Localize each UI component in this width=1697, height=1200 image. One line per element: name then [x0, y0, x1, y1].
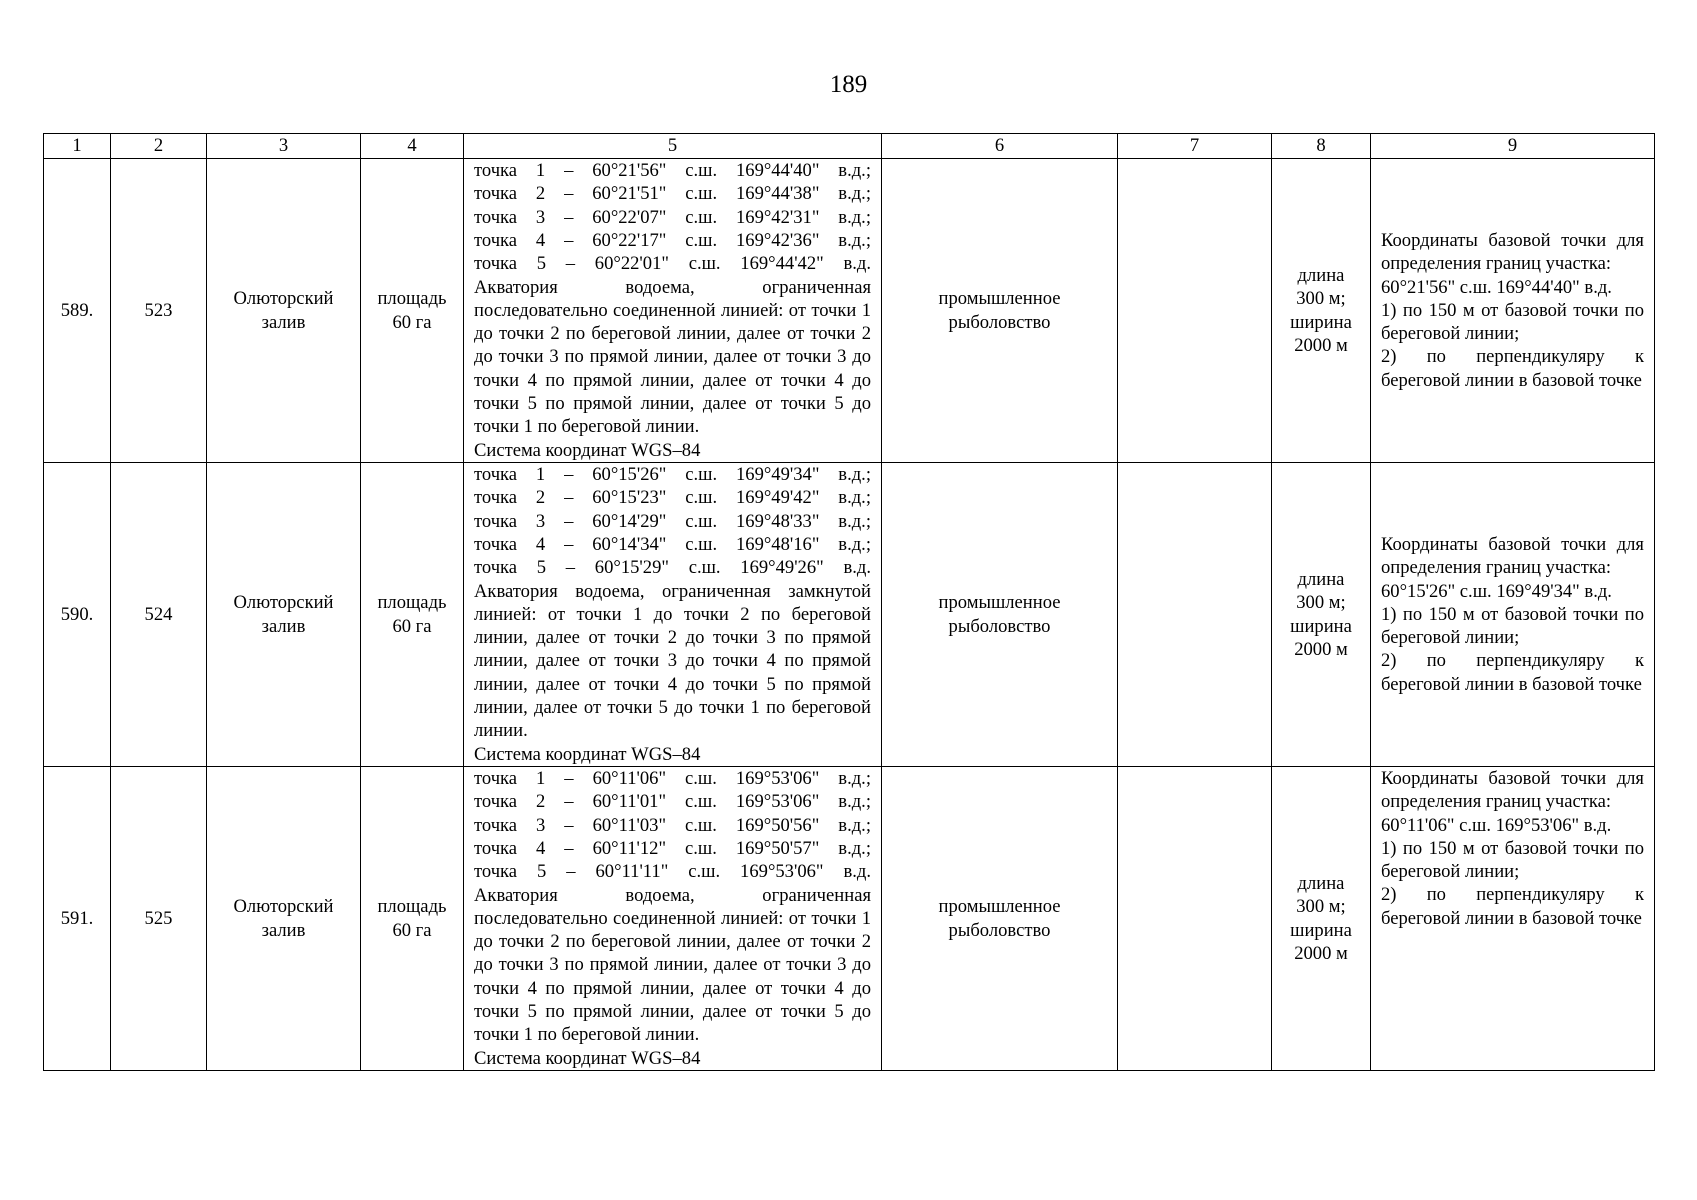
dimension-line: 300 м;	[1296, 592, 1346, 614]
site-location	[207, 767, 361, 1071]
site-code: 523	[111, 159, 207, 463]
coordinate-point: точка 2 – 60°21'51" с.ш. 169°44'38" в.д.;	[474, 183, 871, 205]
dimension-line: 2000 м	[1294, 334, 1348, 356]
column-number-row	[44, 134, 1655, 159]
base-point-note	[1371, 159, 1655, 463]
site-dimensions	[1272, 463, 1371, 767]
coordinate-point: точка 1 – 60°11'06" с.ш. 169°53'06" в.д.;	[474, 768, 871, 790]
purpose-line: промышленное	[938, 896, 1061, 918]
base-point-note	[1371, 463, 1655, 767]
location-line: Олюторский	[233, 288, 334, 310]
note-coordinates: 60°15'26" с.ш. 169°49'34" в.д.	[1381, 580, 1612, 602]
area-line: 60 га	[392, 311, 432, 333]
purpose-line: рыболовство	[948, 311, 1051, 333]
purpose-line: промышленное	[938, 592, 1061, 614]
boundary-text: Акватория водоема, ограниченная последовательно соединенной линией: от точки 1 до точки 2 по береговой линии, далее от точки 2 до точки 3 по прямой линии, далее от точки 3 до точки 4 по прямой линии, далее от точки 4 до точки 5 по прямой линии, далее от точки 5 до точки 1 по береговой линии.	[474, 884, 871, 1046]
site-location	[207, 159, 361, 463]
location-line: залив	[261, 615, 306, 637]
coordinate-system: Система координат WGS–84	[474, 439, 701, 461]
site-area	[361, 463, 464, 767]
dimension-line: ширина	[1290, 311, 1352, 333]
coordinate-point: точка 1 – 60°21'56" с.ш. 169°44'40" в.д.;	[474, 160, 871, 182]
site-dimensions	[1272, 767, 1371, 1071]
fishing-sites-table	[43, 133, 1655, 1071]
dimension-line: ширина	[1290, 919, 1352, 941]
note-item: 1) по 150 м от базовой точки по береговой линии;	[1381, 603, 1644, 649]
column-header-6: 6	[882, 134, 1118, 159]
site-purpose	[882, 159, 1118, 463]
location-line: залив	[261, 311, 306, 333]
coordinate-point: точка 1 – 60°15'26" с.ш. 169°49'34" в.д.;	[474, 464, 871, 486]
column-7-cell	[1118, 159, 1272, 463]
purpose-line: рыболовство	[948, 919, 1051, 941]
column-header-9: 9	[1371, 134, 1655, 159]
boundary-description	[464, 159, 882, 463]
purpose-line: рыболовство	[948, 615, 1051, 637]
note-item: 2) по перпендикуляру к береговой линии в базовой точке	[1381, 346, 1644, 391]
coordinate-point: точка 3 – 60°11'03" с.ш. 169°50'56" в.д.;	[474, 814, 871, 836]
site-location	[207, 463, 361, 767]
coordinate-point: точка 3 – 60°14'29" с.ш. 169°48'33" в.д.;	[474, 510, 871, 532]
site-area	[361, 767, 464, 1071]
site-code: 524	[111, 463, 207, 767]
coordinate-system: Система координат WGS–84	[474, 1047, 701, 1069]
note-intro: Координаты базовой точки для определения границ участка:	[1381, 229, 1644, 275]
note-item: 1) по 150 м от базовой точки по береговой линии;	[1381, 837, 1644, 883]
column-header-8: 8	[1272, 134, 1371, 159]
row-number: 590.	[44, 463, 111, 767]
coordinate-point: точка 4 – 60°11'12" с.ш. 169°50'57" в.д.;	[474, 837, 871, 859]
location-line: Олюторский	[233, 896, 334, 918]
boundary-description	[464, 463, 882, 767]
dimension-line: длина	[1297, 264, 1345, 286]
dimension-line: 2000 м	[1294, 638, 1348, 660]
dimension-line: длина	[1297, 872, 1345, 894]
base-point-note	[1371, 767, 1655, 1071]
column-header-5: 5	[464, 134, 882, 159]
page-number: 189	[829, 71, 868, 98]
table-row	[44, 767, 1655, 1071]
row-number: 589.	[44, 159, 111, 463]
area-line: площадь	[377, 288, 447, 310]
coordinate-point: точка 3 – 60°22'07" с.ш. 169°42'31" в.д.;	[474, 206, 871, 228]
boundary-text: Акватория водоема, ограниченная последовательно соединенной линией: от точки 1 до точки 2 по береговой линии, далее от точки 2 до точки 3 по прямой линии, далее от точки 3 до точки 4 по прямой линии, далее от точки 4 до точки 5 по прямой линии, далее от точки 5 до точки 1 по береговой линии.	[474, 276, 871, 438]
coordinate-point: точка 5 – 60°22'01" с.ш. 169°44'42" в.д.	[474, 253, 871, 275]
column-header-1: 1	[44, 134, 111, 159]
coordinate-point: точка 2 – 60°15'23" с.ш. 169°49'42" в.д.;	[474, 487, 871, 509]
table-row	[44, 463, 1655, 767]
boundary-description	[464, 767, 882, 1071]
purpose-line: промышленное	[938, 288, 1061, 310]
dimension-line: длина	[1297, 568, 1345, 590]
coordinate-system: Система координат WGS–84	[474, 743, 701, 765]
coordinate-point: точка 5 – 60°11'11" с.ш. 169°53'06" в.д.	[474, 861, 871, 883]
area-line: площадь	[377, 592, 447, 614]
site-area	[361, 159, 464, 463]
dimension-line: 300 м;	[1296, 896, 1346, 918]
note-coordinates: 60°21'56" с.ш. 169°44'40" в.д.	[1381, 276, 1612, 298]
area-line: 60 га	[392, 615, 432, 637]
dimension-line: 300 м;	[1296, 288, 1346, 310]
location-line: залив	[261, 919, 306, 941]
table-row	[44, 159, 1655, 463]
site-code: 525	[111, 767, 207, 1071]
site-purpose	[882, 767, 1118, 1071]
coordinate-point: точка 2 – 60°11'01" с.ш. 169°53'06" в.д.;	[474, 791, 871, 813]
column-header-2: 2	[111, 134, 207, 159]
note-item: 2) по перпендикуляру к береговой линии в базовой точке	[1381, 650, 1644, 695]
dimension-line: ширина	[1290, 615, 1352, 637]
column-header-7: 7	[1118, 134, 1272, 159]
boundary-text: Акватория водоема, ограниченная замкнутой линией: от точки 1 до точки 2 по береговой линии, далее от точки 2 до точки 3 по прямой линии, далее от точки 3 до точки 4 по прямой линии, далее от точки 4 до точки 5 по прямой линии, далее от точки 5 до точки 1 по береговой линии.	[474, 580, 871, 742]
note-coordinates: 60°11'06" с.ш. 169°53'06" в.д.	[1381, 814, 1612, 836]
site-purpose	[882, 463, 1118, 767]
area-line: площадь	[377, 896, 447, 918]
note-intro: Координаты базовой точки для определения границ участка:	[1381, 533, 1644, 579]
coordinate-point: точка 4 – 60°14'34" с.ш. 169°48'16" в.д.;	[474, 533, 871, 555]
note-item: 1) по 150 м от базовой точки по береговой линии;	[1381, 299, 1644, 345]
location-line: Олюторский	[233, 592, 334, 614]
note-intro: Координаты базовой точки для определения границ участка:	[1381, 768, 1644, 813]
column-header-3: 3	[207, 134, 361, 159]
column-header-4: 4	[361, 134, 464, 159]
column-7-cell	[1118, 463, 1272, 767]
coordinate-point: точка 5 – 60°15'29" с.ш. 169°49'26" в.д.	[474, 557, 871, 579]
dimension-line: 2000 м	[1294, 942, 1348, 964]
row-number: 591.	[44, 767, 111, 1071]
coordinate-point: точка 4 – 60°22'17" с.ш. 169°42'36" в.д.;	[474, 229, 871, 251]
area-line: 60 га	[392, 919, 432, 941]
site-dimensions	[1272, 159, 1371, 463]
note-item: 2) по перпендикуляру к береговой линии в базовой точке	[1381, 884, 1644, 929]
column-7-cell	[1118, 767, 1272, 1071]
